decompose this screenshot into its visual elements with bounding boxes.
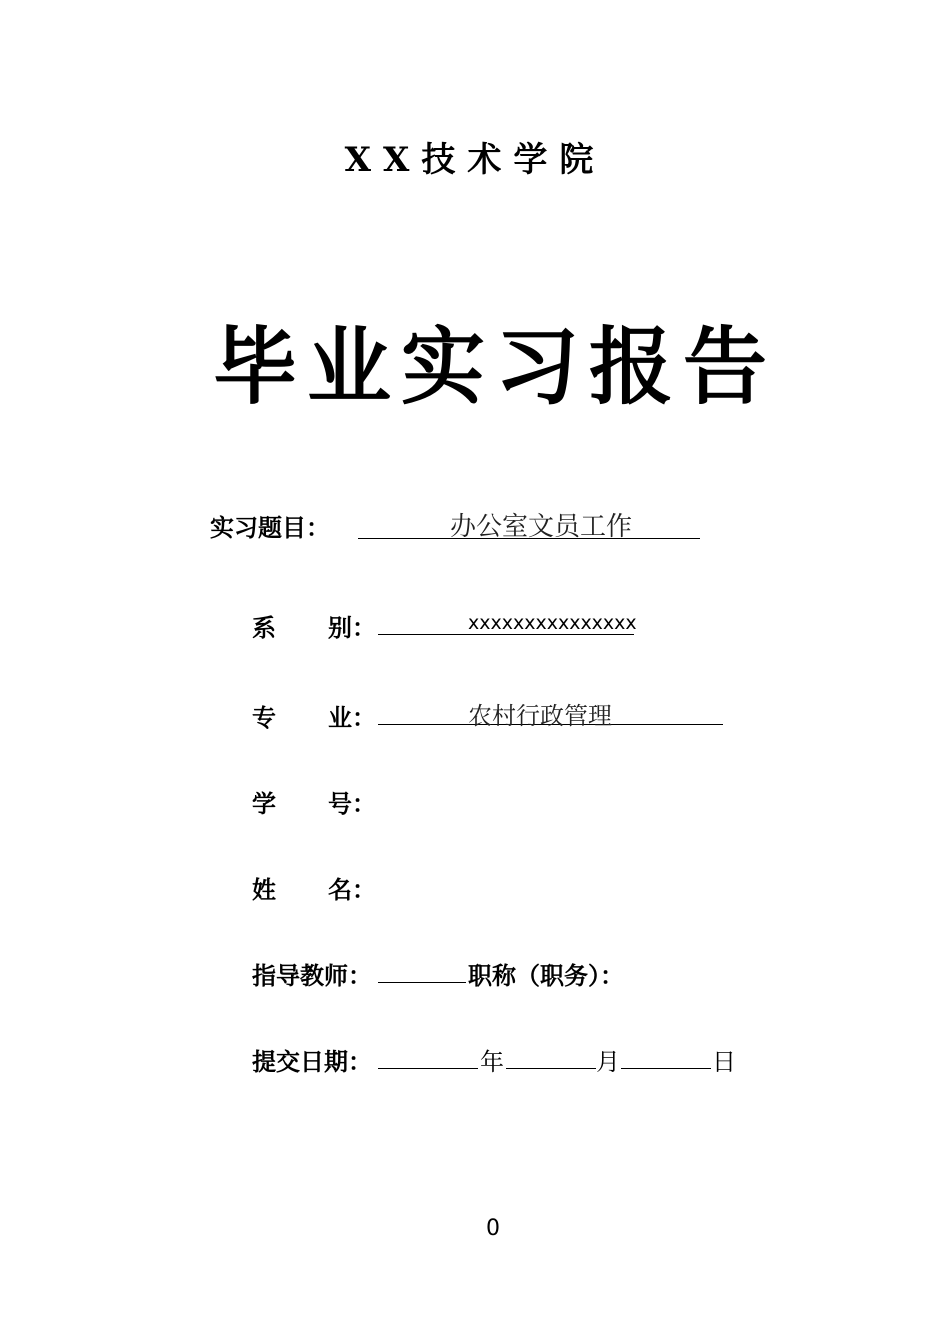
school-name: XX技术学院	[344, 140, 606, 180]
month-label: 月	[596, 1048, 620, 1076]
name-label-2: 名：	[328, 876, 376, 904]
department-label-2: 别：	[328, 614, 376, 642]
report-title: 毕业实习报告	[212, 318, 777, 416]
name-label-1: 姓	[252, 876, 276, 904]
month-underline	[506, 1068, 596, 1069]
advisor-label: 指导教师：	[252, 962, 372, 990]
student-id-label-2: 号：	[328, 790, 376, 818]
day-underline	[621, 1068, 711, 1069]
year-underline	[378, 1068, 478, 1069]
day-label: 日	[712, 1048, 736, 1076]
major-value: 农村行政管理	[468, 702, 612, 730]
year-label: 年	[480, 1048, 504, 1076]
major-label-2: 业：	[328, 704, 376, 732]
topic-label: 实习题目：	[210, 514, 330, 542]
student-id-label-1: 学	[252, 790, 276, 818]
major-label-1: 专	[252, 704, 276, 732]
page-number: 0	[486, 1216, 500, 1241]
department-value: xxxxxxxxxxxxxxx	[468, 612, 637, 634]
department-underline	[378, 634, 634, 635]
advisor-title-label: 职称（职务）：	[468, 962, 624, 990]
department-label-1: 系	[252, 614, 276, 642]
topic-value: 办公室文员工作	[450, 512, 633, 542]
date-label: 提交日期：	[252, 1048, 372, 1076]
advisor-underline	[378, 982, 466, 983]
